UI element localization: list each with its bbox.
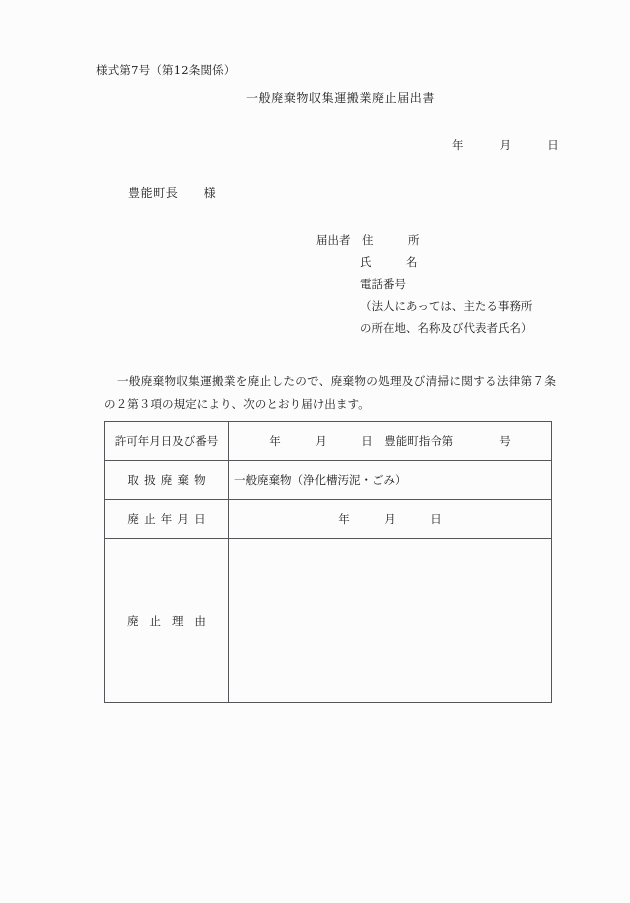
body-paragraph-text: 一般廃棄物収集運搬業を廃止したので、廃棄物の処理及び清掃に関する法律第７条の２第３項の規定により、次のとおり届け出ます。 [104,374,556,411]
row-label-abolition-reason [105,539,229,703]
row-label-abolition-date-text: 廃止年月日 [127,512,211,526]
submitter-block [316,229,533,339]
form-number: 様式第7号（第12条関係） [96,63,236,77]
submitter-address-label: 住 所 [362,233,420,247]
submitter-name-label: 氏 名 [360,255,418,269]
row-label-handled-waste-text: 取扱廃棄物 [127,473,211,487]
submitter-note-line-1: （法人にあっては、主たる事務所 [360,299,533,313]
row-value-abolition-date[interactable]: 年 月 日 [229,500,552,539]
page-title: 一般廃棄物収集運搬業廃止届出書 [246,91,436,105]
table-row [105,422,552,461]
submitter-phone-label: 電話番号 [360,277,406,291]
row-label-abolition-reason-text: 廃止理由 [127,613,217,628]
submission-date-line: 年 月 日 [452,138,560,152]
submitter-name-row [316,251,533,273]
row-value-handled-waste[interactable]: 一般廃棄物（浄化槽汚泥・ごみ） [229,461,552,500]
body-paragraph [104,370,556,416]
submitter-heading: 届出者 [316,233,351,247]
row-value-permit-date-number[interactable]: 年 月 日 豊能町指令第 号 [229,422,552,461]
row-label-handled-waste [105,461,229,500]
form-table [104,421,552,703]
table-row [105,539,552,703]
addressee: 豊能町長 様 [128,186,217,200]
table-row [105,500,552,539]
submitter-note-line-2: の所在地、名称及び代表者氏名） [360,321,533,335]
submitter-phone-row [316,273,533,295]
table-row [105,461,552,500]
row-label-permit-date-number: 許可年月日及び番号 [105,422,229,461]
submitter-note-row-2 [316,317,533,339]
row-value-abolition-reason[interactable] [229,539,552,703]
row-label-abolition-date [105,500,229,539]
submitter-note-row-1 [316,295,533,317]
submitter-address-row [316,229,533,251]
